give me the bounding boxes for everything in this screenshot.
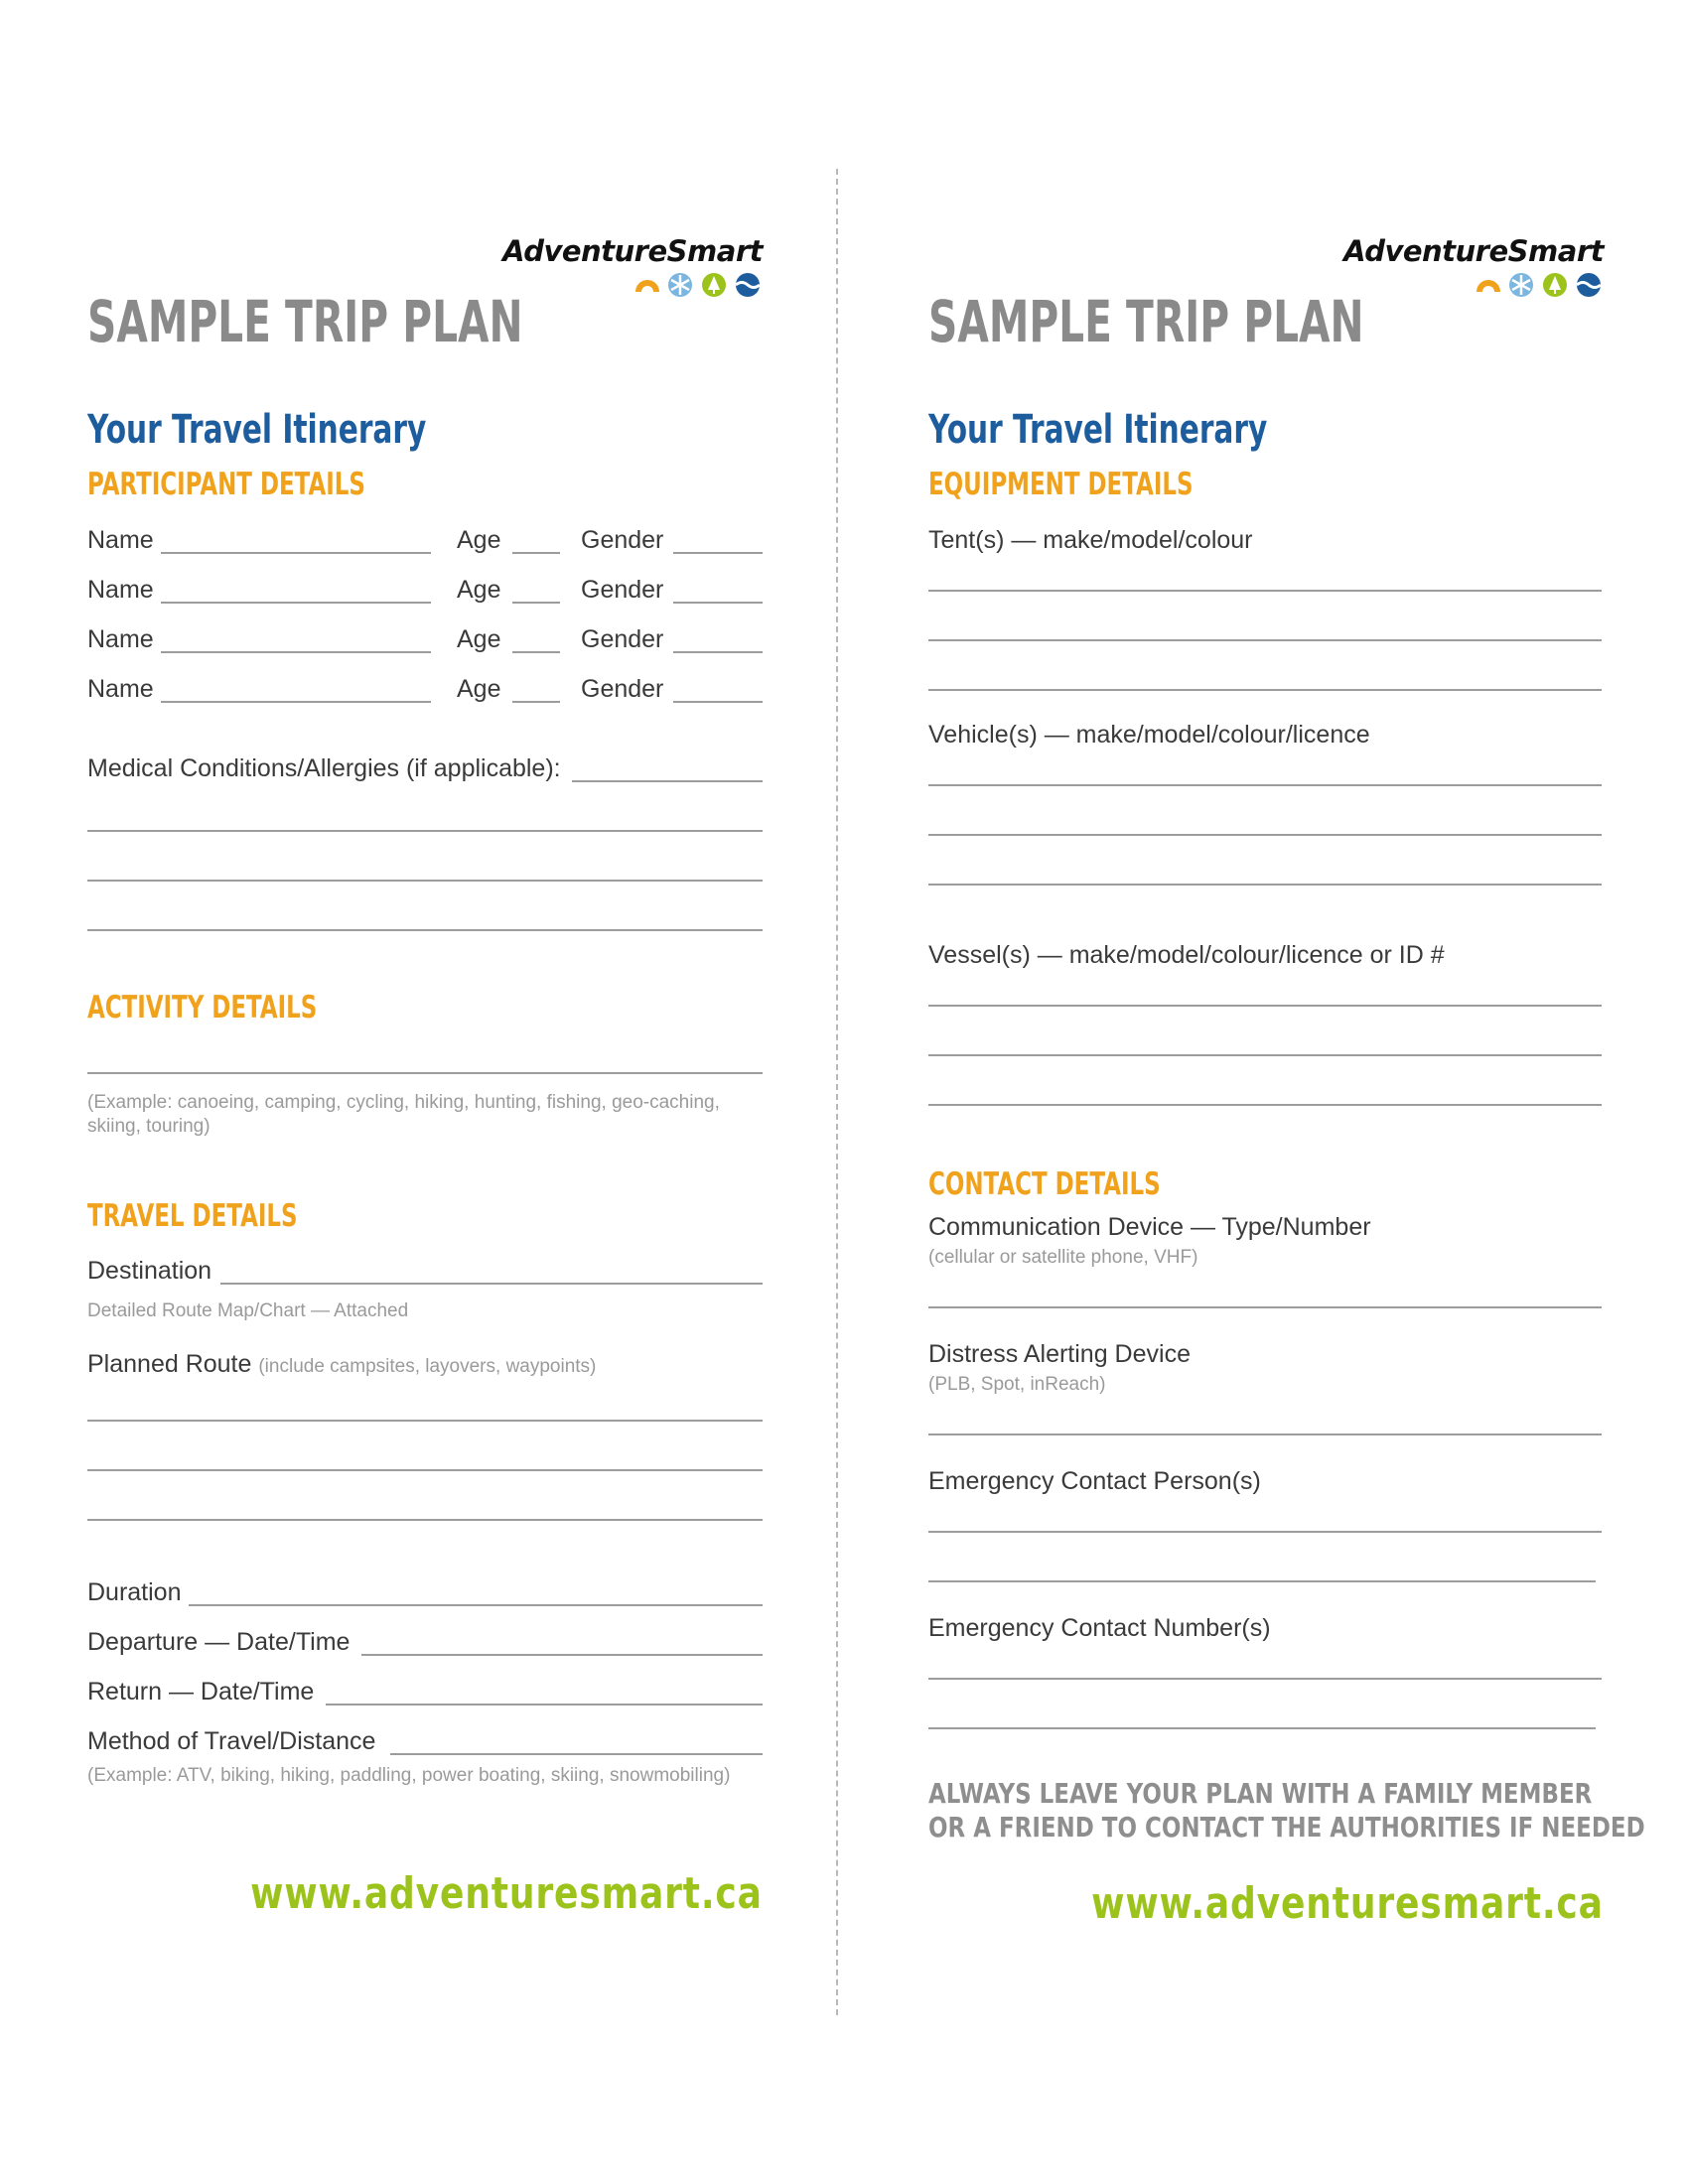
activity-example: skiing, touring) [87,1116,211,1137]
name-label: Name [87,675,154,703]
duration-label: Duration [87,1578,182,1606]
equipment-details-heading: EQUIPMENT DETAILS [928,467,1194,502]
age-field[interactable] [512,651,560,653]
page-title: SAMPLE TRIP PLAN [87,288,523,355]
medical-conditions-line[interactable] [87,830,763,832]
gender-label: Gender [581,675,664,703]
name-label: Name [87,625,154,653]
brand-icons [633,270,763,298]
itinerary-heading: Your Travel Itinerary [928,407,1268,453]
emergency-contact-number-line[interactable] [928,1678,1602,1680]
gender-field[interactable] [673,701,763,703]
activity-example: (Example: canoeing, camping, cycling, hiking, hunting, fishing, geo-caching, [87,1092,720,1113]
planned-route-text: Planned Route [87,1350,252,1378]
planned-route-line[interactable] [87,1519,763,1521]
tents-line[interactable] [928,590,1602,592]
communication-device-label: Communication Device — Type/Number [928,1213,1371,1241]
itinerary-heading: Your Travel Itinerary [87,407,427,453]
vehicles-line[interactable] [928,834,1602,836]
age-label: Age [457,625,501,653]
contact-details-heading: CONTACT DETAILS [928,1166,1161,1202]
medical-conditions-line[interactable] [87,929,763,931]
planned-route-line[interactable] [87,1420,763,1422]
wave-icon [736,273,760,297]
travel-details-heading: TRAVEL DETAILS [87,1198,298,1234]
medical-conditions-field[interactable] [572,780,763,782]
distress-device-label: Distress Alerting Device [928,1340,1191,1368]
notice-line: OR A FRIEND TO CONTACT THE AUTHORITIES IF NEEDED [928,1811,1645,1843]
gender-field[interactable] [673,552,763,554]
age-field[interactable] [512,552,560,554]
medical-conditions-label: Medical Conditions/Allergies (if applicable): [87,754,561,782]
medical-conditions-line[interactable] [87,880,763,882]
cut-line-divider [836,169,838,2015]
name-field[interactable] [161,552,431,554]
route-map-note: Detailed Route Map/Chart — Attached [87,1300,409,1321]
age-label: Age [457,576,501,604]
tents-line[interactable] [928,639,1602,641]
age-label: Age [457,675,501,703]
age-label: Age [457,526,501,554]
page-title: SAMPLE TRIP PLAN [928,288,1364,355]
age-field[interactable] [512,701,560,703]
departure-field[interactable] [361,1654,763,1656]
departure-label: Departure — Date/Time [87,1628,351,1656]
method-example: (Example: ATV, biking, hiking, paddling, power boating, skiing, snowmobiling) [87,1765,731,1786]
vessels-line[interactable] [928,1054,1602,1056]
destination-label: Destination [87,1257,212,1285]
right-trip-plan [928,0,1645,2184]
duration-field[interactable] [189,1604,763,1606]
vehicles-label: Vehicle(s) — make/model/colour/licence [928,721,1370,749]
gender-label: Gender [581,526,664,554]
gender-field[interactable] [673,651,763,653]
planned-route-line[interactable] [87,1469,763,1471]
tents-line[interactable] [928,689,1602,691]
brand-logo-text: AdventureSmart [1343,234,1604,268]
wave-icon [1577,273,1601,297]
emergency-contact-number-label: Emergency Contact Number(s) [928,1614,1271,1642]
method-of-travel-label: Method of Travel/Distance [87,1727,376,1755]
distress-device-field[interactable] [928,1433,1602,1435]
vessels-label: Vessel(s) — make/model/colour/licence or ID # [928,941,1445,969]
name-field[interactable] [161,602,431,604]
distress-device-hint: (PLB, Spot, inReach) [928,1374,1106,1395]
tree-icon [1543,273,1567,297]
sunset-icon [1477,280,1500,292]
gender-field[interactable] [673,602,763,604]
destination-field[interactable] [220,1283,763,1285]
brand-logo-text: AdventureSmart [502,234,763,268]
planned-route-hint: (include campsites, layovers, waypoints) [258,1356,597,1377]
sunset-icon [635,280,659,292]
snowflake-icon [668,273,692,297]
name-label: Name [87,576,154,604]
website-link[interactable]: www.adventuresmart.ca [250,1868,763,1919]
method-of-travel-field[interactable] [390,1753,763,1755]
left-trip-plan [87,0,763,2184]
tents-label: Tent(s) — make/model/colour [928,526,1253,554]
vessels-line[interactable] [928,1104,1602,1106]
brand-icons [1475,270,1604,298]
name-field[interactable] [161,701,431,703]
emergency-contact-number-line[interactable] [928,1727,1596,1729]
age-field[interactable] [512,602,560,604]
participant-details-heading: PARTICIPANT DETAILS [87,467,365,502]
name-field[interactable] [161,651,431,653]
return-field[interactable] [326,1704,763,1706]
leave-plan-notice [928,1777,1645,1844]
vehicles-line[interactable] [928,884,1602,886]
emergency-contact-person-label: Emergency Contact Person(s) [928,1467,1261,1495]
communication-device-hint: (cellular or satellite phone, VHF) [928,1247,1198,1268]
emergency-contact-person-line[interactable] [928,1580,1596,1582]
snowflake-icon [1509,273,1533,297]
tree-icon [702,273,726,297]
gender-label: Gender [581,625,664,653]
notice-line: ALWAYS LEAVE YOUR PLAN WITH A FAMILY MEMBER [928,1777,1593,1810]
activity-details-heading: ACTIVITY DETAILS [87,990,318,1025]
communication-device-field[interactable] [928,1306,1602,1308]
planned-route-label [87,1350,596,1379]
vehicles-line[interactable] [928,784,1602,786]
website-link[interactable]: www.adventuresmart.ca [1091,1878,1604,1929]
vessels-line[interactable] [928,1005,1602,1007]
name-label: Name [87,526,154,554]
emergency-contact-person-line[interactable] [928,1531,1602,1533]
return-label: Return — Date/Time [87,1678,315,1706]
gender-label: Gender [581,576,664,604]
activity-field[interactable] [87,1072,763,1074]
